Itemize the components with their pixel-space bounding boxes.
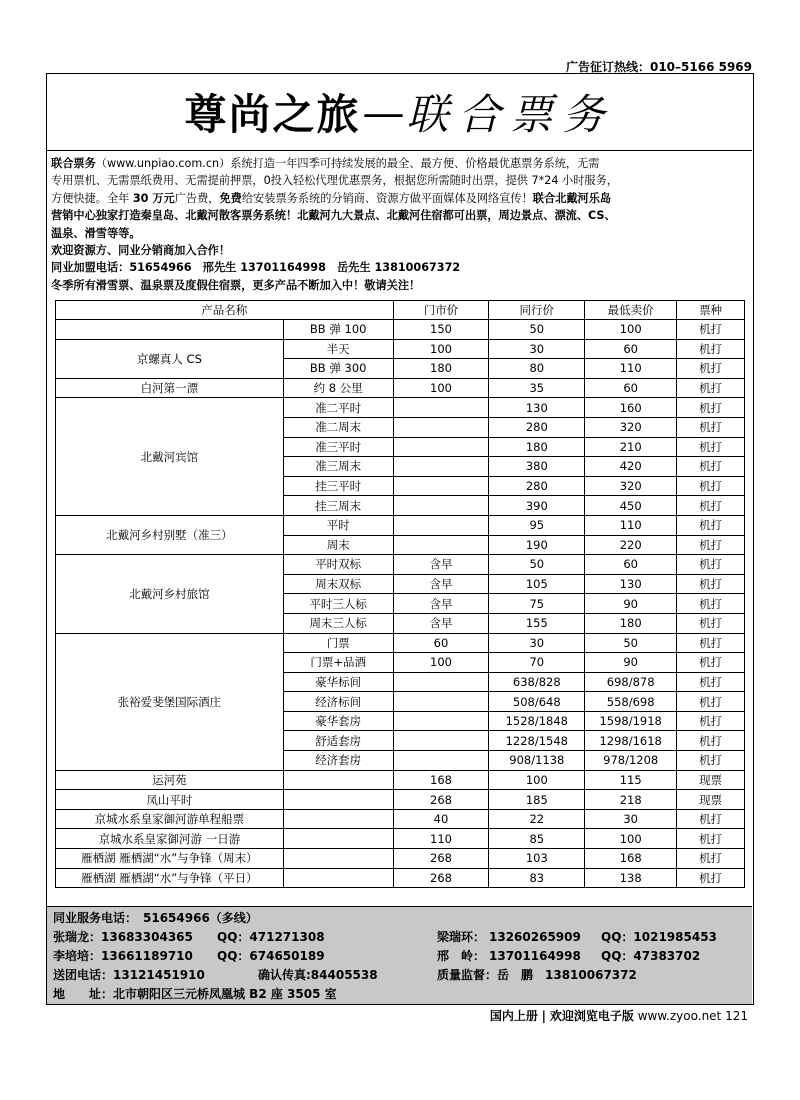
table-cell: 含早: [393, 594, 489, 614]
table-cell: 机打: [677, 692, 745, 712]
p2-qq: QQ：1021985453: [601, 930, 717, 944]
table-cell: 30: [585, 809, 677, 829]
table-cell: 95: [489, 515, 585, 535]
table-cell: 30: [489, 339, 585, 359]
table-cell: 机打: [677, 398, 745, 418]
table-cell: 50: [585, 633, 677, 653]
contact-box: [47, 906, 752, 1004]
table-cell: 160: [585, 398, 677, 418]
table-cell: [283, 849, 393, 869]
table-cell: 1228/1548: [489, 731, 585, 751]
product-name: 京城水系皇家御河游 一日游: [56, 829, 284, 849]
contact-row-3: [53, 966, 637, 985]
table-row: [56, 633, 745, 653]
table-cell: [393, 398, 489, 418]
table-cell: 138: [585, 868, 677, 888]
intro-line-1: [51, 155, 751, 172]
product-group-name: [56, 320, 284, 340]
table-cell: 准三周末: [283, 457, 393, 477]
table-cell: 准二平时: [283, 398, 393, 418]
header-trade: 同行价: [489, 301, 585, 320]
p3-phone: 13661189710: [101, 949, 193, 963]
table-cell: 机打: [677, 515, 745, 535]
table-cell: 60: [585, 339, 677, 359]
table-cell: 320: [585, 417, 677, 437]
table-cell: 85: [489, 829, 585, 849]
table-cell: 机打: [677, 672, 745, 692]
table-row: [56, 829, 745, 849]
contact-row-2: [53, 947, 701, 966]
product-group-name: 北戴河宾馆: [56, 398, 284, 516]
table-row: [56, 515, 745, 535]
table-cell: 100: [585, 320, 677, 340]
table-cell: [393, 457, 489, 477]
table-cell: 平时: [283, 515, 393, 535]
p1-name: 张瑞龙：: [53, 930, 102, 944]
p1-phone: 13683304365: [101, 930, 193, 944]
table-cell: 平时双标: [283, 555, 393, 575]
table-cell: 210: [585, 437, 677, 457]
table-cell: 380: [489, 457, 585, 477]
table-cell: 100: [393, 378, 489, 398]
table-cell: 机打: [677, 535, 745, 555]
table-cell: 508/648: [489, 692, 585, 712]
table-cell: 185: [489, 790, 585, 810]
table-cell: 40: [393, 809, 489, 829]
table-row: [56, 555, 745, 575]
table-cell: [393, 476, 489, 496]
product-group-name: 张裕爱斐堡国际酒庄: [56, 633, 284, 770]
table-cell: 周末双标: [283, 574, 393, 594]
table-cell: 机打: [677, 751, 745, 771]
table-cell: 83: [489, 868, 585, 888]
table-cell: [393, 731, 489, 751]
table-cell: 机打: [677, 555, 745, 575]
intro-line3d: 免费: [219, 191, 242, 205]
table-cell: 机打: [677, 417, 745, 437]
product-group-name: 北戴河乡村旅馆: [56, 555, 284, 633]
table-cell: 103: [489, 849, 585, 869]
table-body: [56, 320, 745, 888]
header-lowest: 最低卖价: [585, 301, 677, 320]
table-cell: 机打: [677, 849, 745, 869]
intro-line3f: 联合北戴河乐岛: [532, 191, 612, 205]
table-cell: [393, 515, 489, 535]
table-cell: 机打: [677, 868, 745, 888]
table-cell: 50: [489, 555, 585, 575]
intro-line-6: 欢迎资源方、同业分销商加入合作！: [51, 244, 231, 258]
table-cell: 180: [489, 437, 585, 457]
table-cell: 268: [393, 868, 489, 888]
table-cell: 130: [585, 574, 677, 594]
table-cell: 90: [585, 653, 677, 673]
p2-phone: 13260265909: [489, 930, 581, 944]
table-cell: [393, 437, 489, 457]
table-cell: [393, 672, 489, 692]
table-cell: 机打: [677, 613, 745, 633]
table-cell: 周末三人标: [283, 613, 393, 633]
intro-line-8: 冬季所有滑雪票、温泉票及度假住宿票，更多产品不断加入中！敬请关注！: [51, 278, 421, 292]
p1-qq: QQ：471271308: [217, 930, 325, 944]
table-cell: 155: [489, 613, 585, 633]
p3-qq: QQ：674650189: [217, 949, 325, 963]
table-cell: 110: [393, 829, 489, 849]
table-cell: 平时三人标: [283, 594, 393, 614]
table-cell: [283, 770, 393, 790]
table-row: [56, 809, 745, 829]
table-cell: [283, 829, 393, 849]
header-retail: 门市价: [393, 301, 489, 320]
intro-line3a: 方便快捷。全年: [51, 191, 133, 205]
table-cell: 现票: [677, 790, 745, 810]
address: 地 址：北市朝阳区三元桥凤凰城 B2 座 3505 室: [53, 987, 337, 1001]
table-cell: 420: [585, 457, 677, 477]
table-cell: 90: [585, 594, 677, 614]
product-name: 凤山平时: [56, 790, 284, 810]
table-cell: 机打: [677, 633, 745, 653]
table-cell: 机打: [677, 378, 745, 398]
table-cell: 舒适套房: [283, 731, 393, 751]
table-cell: [393, 751, 489, 771]
table-cell: 机打: [677, 320, 745, 340]
table-cell: [393, 692, 489, 712]
table-cell: 35: [489, 378, 585, 398]
table-cell: 100: [393, 653, 489, 673]
table-cell: 150: [393, 320, 489, 340]
table-cell: [283, 790, 393, 810]
table-cell: 100: [585, 829, 677, 849]
table-cell: 168: [393, 770, 489, 790]
table-cell: 约 8 公里: [283, 378, 393, 398]
footer-left: 国内上册: [489, 1009, 538, 1023]
table-cell: 挂三周末: [283, 496, 393, 516]
table-cell: 22: [489, 809, 585, 829]
intro-company: 联合票务: [51, 157, 96, 170]
table-cell: 经济标间: [283, 692, 393, 712]
table-cell: 豪华套房: [283, 711, 393, 731]
table-cell: 机打: [677, 594, 745, 614]
table-cell: 半天: [283, 339, 393, 359]
product-group-name: 京螺真人 CS: [56, 339, 284, 378]
table-header-row: [56, 301, 745, 320]
header-ticket-type: 票种: [677, 301, 745, 320]
table-cell: 机打: [677, 457, 745, 477]
table-row: [56, 868, 745, 888]
product-name: 雁栖湖 雁栖湖“水”与争锋（平日）: [56, 868, 284, 888]
table-cell: 268: [393, 849, 489, 869]
table-row: [56, 320, 745, 340]
product-group-name: 北戴河乡村别墅（准三）: [56, 515, 284, 554]
table-cell: 100: [489, 770, 585, 790]
table-cell: 1598/1918: [585, 711, 677, 731]
intro-line-5: 温泉、滑雪等等。: [51, 226, 141, 240]
table-cell: 门票: [283, 633, 393, 653]
table-row: [56, 398, 745, 418]
intro-line3e: 给安装票务系统的分销商、资源方做平面媒体及网络宣传！: [241, 191, 533, 205]
table-cell: 110: [585, 515, 677, 535]
table-cell: 机打: [677, 437, 745, 457]
ad-title: [47, 74, 752, 151]
table-cell: 机打: [677, 731, 745, 751]
table-cell: 75: [489, 594, 585, 614]
table-cell: 周末: [283, 535, 393, 555]
table-cell: 60: [585, 378, 677, 398]
table-cell: 558/698: [585, 692, 677, 712]
table-cell: 168: [585, 849, 677, 869]
intro-line1-rest: （www.unpiao.com.cn）系统打造一年四季可持续发展的最全、最方便、价格最优惠票务系统，无需: [95, 157, 600, 170]
product-group-name: 白河第一漂: [56, 378, 284, 398]
table-row: [56, 339, 745, 359]
footer-middle: 欢迎浏览电子版: [549, 1009, 634, 1023]
footer-sep: |: [541, 1009, 547, 1023]
table-cell: 115: [585, 770, 677, 790]
table-cell: 豪华标间: [283, 672, 393, 692]
table-cell: [393, 711, 489, 731]
price-table: [55, 300, 745, 888]
table-cell: 机打: [677, 496, 745, 516]
product-name: 京城水系皇家御河游单程船票: [56, 809, 284, 829]
table-cell: [393, 417, 489, 437]
table-cell: 准二周末: [283, 417, 393, 437]
service-phone: 同业服务电话： 51654966（多线）: [53, 911, 258, 925]
table-cell: 60: [393, 633, 489, 653]
p4-phone: 13701164998: [489, 949, 581, 963]
table-row: [56, 849, 745, 869]
table-cell: 218: [585, 790, 677, 810]
table-cell: 含早: [393, 613, 489, 633]
table-cell: [283, 868, 393, 888]
table-cell: 机打: [677, 359, 745, 379]
group-phone: 送团电话：13121451910: [53, 968, 205, 982]
table-cell: 含早: [393, 574, 489, 594]
table-cell: 机打: [677, 809, 745, 829]
table-row: [56, 770, 745, 790]
contact-row-1: [53, 928, 717, 947]
table-cell: 268: [393, 790, 489, 810]
table-cell: [393, 496, 489, 516]
table-cell: 698/878: [585, 672, 677, 692]
intro-line-3: [51, 190, 751, 207]
table-cell: 机打: [677, 711, 745, 731]
intro-line-7: 同业加盟电话：51654966 邢先生 13701164998 岳先生 13810067372: [51, 261, 461, 275]
table-cell: 经济套房: [283, 751, 393, 771]
table-cell: 70: [489, 653, 585, 673]
table-cell: 1298/1618: [585, 731, 677, 751]
title-dash: —: [362, 87, 405, 137]
table-cell: 机打: [677, 829, 745, 849]
table-cell: 含早: [393, 555, 489, 575]
table-cell: BB 弹 300: [283, 359, 393, 379]
table-cell: 现票: [677, 770, 745, 790]
table-cell: 180: [393, 359, 489, 379]
quality: 质量监督：岳 鹏 13810067372: [437, 968, 637, 982]
page-footer: [490, 1007, 748, 1024]
table-cell: 机打: [677, 339, 745, 359]
table-cell: 130: [489, 398, 585, 418]
p4-qq: QQ：47383702: [601, 949, 701, 963]
table-cell: 60: [585, 555, 677, 575]
table-row: [56, 378, 745, 398]
table-cell: 280: [489, 476, 585, 496]
table-cell: 机打: [677, 476, 745, 496]
table-cell: 机打: [677, 574, 745, 594]
table-cell: 50: [489, 320, 585, 340]
intro-line-2: 专用票机、无需票纸费用、无需提前押票，0投入轻松代理优惠票务，根据您所需随时出票，提供 7*24 小时服务，: [51, 174, 618, 188]
table-cell: 110: [585, 359, 677, 379]
table-cell: 280: [489, 417, 585, 437]
footer-site: www.zyoo.net: [637, 1009, 722, 1023]
intro-text: [51, 155, 751, 294]
intro-line3b: 30 万元: [132, 191, 175, 205]
table-cell: 978/1208: [585, 751, 677, 771]
table-cell: 320: [585, 476, 677, 496]
advert-frame: [46, 73, 754, 1005]
table-cell: 105: [489, 574, 585, 594]
table-cell: 180: [585, 613, 677, 633]
p2-name: 梁瑞环：: [437, 930, 486, 944]
table-cell: 190: [489, 535, 585, 555]
fax: 确认传真:84405538: [258, 968, 378, 982]
header-product: 产品名称: [56, 301, 394, 320]
table-cell: 挂三平时: [283, 476, 393, 496]
table-cell: 908/1138: [489, 751, 585, 771]
table-cell: [283, 809, 393, 829]
table-cell: 30: [489, 633, 585, 653]
product-name: 雁栖湖 雁栖湖“水”与争锋（周末）: [56, 849, 284, 869]
intro-line3c: 广告费，: [174, 191, 220, 205]
p3-name: 李培培：: [53, 949, 102, 963]
table-cell: [393, 535, 489, 555]
ad-hotline: 广告征订热线：010–5166 5969: [565, 60, 752, 74]
table-cell: 准三平时: [283, 437, 393, 457]
table-cell: 450: [585, 496, 677, 516]
p4-name: 邢 岭：: [437, 949, 486, 963]
table-row: [56, 790, 745, 810]
footer-page: 121: [725, 1009, 748, 1023]
table-cell: 1528/1848: [489, 711, 585, 731]
table-cell: 门票+品酒: [283, 653, 393, 673]
title-italic: 联合票务: [406, 90, 615, 139]
title-bold: 尊尚之旅: [184, 90, 361, 139]
intro-line-4: 营销中心独家打造秦皇岛、北戴河散客票务系统！北戴河九大景点、北戴河住宿都可出票，周边景点、漂流、CS、: [51, 209, 616, 223]
table-cell: 638/828: [489, 672, 585, 692]
table-cell: 390: [489, 496, 585, 516]
table-cell: 机打: [677, 653, 745, 673]
product-name: 运河苑: [56, 770, 284, 790]
table-cell: 80: [489, 359, 585, 379]
table-cell: BB 弹 100: [283, 320, 393, 340]
table-cell: 100: [393, 339, 489, 359]
table-cell: 220: [585, 535, 677, 555]
